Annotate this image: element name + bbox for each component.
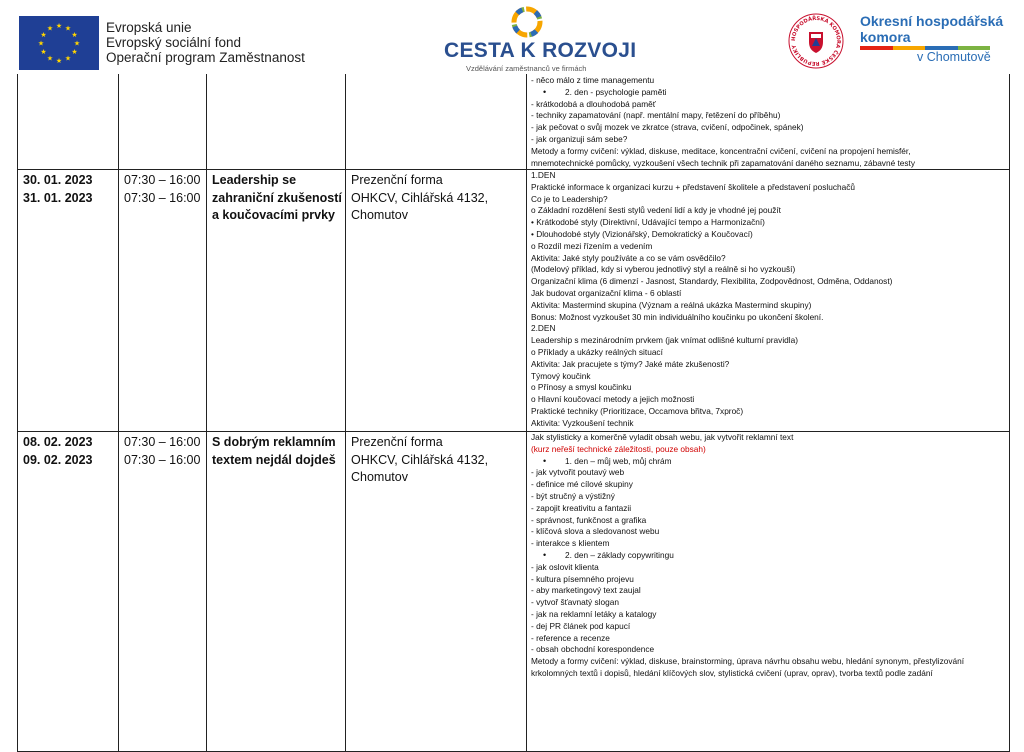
content-line: Jak stylisticky a komerčně vyladit obsah webu, jak vytvořit reklamní text [531, 432, 794, 442]
time-cell [118, 74, 206, 169]
content-line: - interakce s klientem [531, 538, 610, 549]
date-end: 09. 02. 2023 [23, 452, 93, 467]
svg-text:★: ★ [46, 24, 54, 33]
content-line: o Příklady a ukázky reálných situací [531, 346, 663, 357]
content-lines [527, 169, 1009, 430]
table-row [17, 431, 1010, 752]
content-line: - jak organizuji sám sebe? [531, 133, 628, 144]
content-line: Aktivita: Vyzkoušení technik [531, 417, 634, 428]
content-line: Leadership s mezinárodním prvkem (jak vnímat odlišné kulturní pravidla) [531, 335, 798, 346]
content-line: - být stručný a výstižný [531, 490, 615, 501]
content-line: Metody a formy cvičení: výklad, diskuse, meditace, koncentrační cvičení, cvičení na propojení hemisfér, [531, 145, 911, 156]
place-address: OHKCV, Cihlářská 4132, [351, 190, 489, 205]
time-day-2: 07:30 – 16:00 [124, 190, 201, 205]
content-line: (Modelový příklad, kdy si vyberou jednotlivý styl a reálně si ho vyzkouší) [531, 264, 796, 275]
content-line: • 2. den – základy copywritingu [531, 550, 1009, 562]
date-cell [17, 169, 118, 431]
course-title-line: Leadership se [212, 173, 297, 187]
place-cell [345, 74, 526, 169]
eu-flag-logo [19, 16, 99, 70]
course-title-line: textem nejdál dojdeš [212, 452, 336, 467]
svg-text:★: ★ [40, 31, 47, 39]
content-line: - dej PR článek pod kapucí [531, 620, 631, 631]
svg-text:★: ★ [71, 31, 78, 39]
content-lines [527, 74, 1009, 169]
svg-text:★: ★ [73, 39, 81, 48]
cesta-title: CESTA K ROZVOJI [444, 39, 637, 62]
content-cell [526, 431, 1010, 751]
content-line: o Rozdíl mezi řízením a vedením [531, 240, 653, 251]
content-line: Jak budovat organizační klima - 6 oblastí [531, 287, 682, 298]
content-lines [527, 431, 1009, 680]
content-line: • 1. den – můj web, můj chrám [531, 456, 1009, 468]
content-line: - zapojit kreativitu a fantazii [531, 502, 632, 513]
content-line: • Krátkodobé styly (Direktivní, Udávající tempo a Harmonizační) [531, 217, 765, 228]
title-cell [206, 74, 345, 169]
content-line: mnemotechnické pomůcky, vyzkoušení všech technik při zapamatování daného seznamu, zábavné testy [531, 157, 916, 168]
eu-line-3: Operační program Zaměstnanost [106, 50, 305, 65]
content-line: Organizační klima (6 dimenzí - Jasnost, Standardy, Flexibilita, Zodpovědnost, Odměna, Oddanost) [531, 276, 893, 287]
place-city: Chomutov [351, 470, 408, 484]
date-cell [17, 431, 118, 751]
table-row [17, 169, 1010, 432]
content-line: Bonus: Možnost vyzkoušet 30 min individuálního koučinku po ukončení školení. [531, 311, 824, 322]
time-cell [118, 169, 206, 431]
content-line: - jak vytvořit poutavý web [531, 467, 625, 478]
content-line: o Hlavní koučovací metody a jejich možnosti [531, 394, 695, 405]
course-title-line: a koučovacími prvky [212, 208, 335, 222]
svg-text:★: ★ [64, 24, 72, 33]
page-header [0, 0, 1024, 74]
content-line: Aktivita: Jak pracujete s týmy? Jaké máte zkušenosti? [531, 358, 730, 369]
eu-program-text [106, 20, 305, 65]
content-cell [526, 74, 1010, 169]
svg-text:★: ★ [55, 57, 63, 65]
svg-text:★: ★ [37, 39, 45, 48]
content-line: - definice mé cílové skupiny [531, 479, 633, 490]
content-line: - kultura písemného projevu [531, 573, 634, 584]
time-day-2: 07:30 – 16:00 [124, 452, 201, 467]
time-day-1: 07:30 – 16:00 [124, 173, 201, 187]
content-line: - obsah obchodní korespondence [531, 644, 655, 655]
content-line: - správnost, funkčnost a grafika [531, 514, 647, 525]
svg-text:★: ★ [46, 54, 54, 63]
content-line: • 2. den - psychologie paměti [531, 87, 1009, 99]
content-line: 2.DEN [531, 323, 556, 334]
content-line: Co je to Leadership? [531, 193, 608, 204]
eu-stars-icon [19, 16, 99, 70]
time-day-1: 07:30 – 16:00 [124, 435, 201, 449]
ohk-bar-red [860, 46, 893, 50]
cesta-subtitle: Vzdělávání zaměstnanců ve firmách [466, 64, 587, 73]
content-cell [526, 169, 1010, 431]
content-line: Aktivita: Mastermind skupina (Význam a reálná ukázka Mastermind skupiny) [531, 299, 812, 310]
time-cell [118, 431, 206, 751]
date-end: 31. 01. 2023 [23, 190, 93, 205]
seal-text: HOSPODÁŘSKÁ KOMORA ČESKÉ REPUBLIKY [790, 15, 842, 67]
date-start: 08. 02. 2023 [23, 435, 93, 449]
content-line: Aktivita: Jaké styly používáte a co se vám osvědčilo? [531, 252, 726, 263]
content-line: krkolomných textů i dopisů, hledání klíčových slov, stylistická cvičení (uprav, oprav), tvorba textů podle zadání [531, 667, 933, 678]
place-form: Prezenční forma [351, 173, 443, 187]
content-line: - klíčová slova a sledovanost webu [531, 526, 660, 537]
content-line: Praktické techniky (Prioritizace, Occamova břitva, 7xproč) [531, 405, 744, 416]
content-line: - vytvoř šťavnatý slogan [531, 597, 619, 608]
content-line: - aby marketingový text zaujal [531, 585, 641, 596]
svg-text:★: ★ [40, 48, 47, 56]
ohk-line-2: komora [860, 29, 911, 45]
content-line: • Dlouhodobé styly (Vizionářský, Demokratický a Koučovací) [531, 228, 753, 239]
place-address: OHKCV, Cihlářská 4132, [351, 452, 489, 467]
table-row [17, 74, 1010, 170]
content-line: Metody a formy cvičení: výklad, diskuse, brainstorming, úprava návrhu obsahu webu, hledání synonym, přestylizování [531, 656, 965, 667]
title-cell [206, 169, 345, 431]
svg-text:★: ★ [64, 54, 72, 63]
content-line: - reference a recenze [531, 632, 610, 643]
course-title-line: zahraniční zkušeností [212, 190, 342, 205]
eu-line-2: Evropský sociální fond [106, 35, 242, 50]
content-line: Týmový koučink [531, 370, 591, 381]
content-line: (kurz neřeší technické záležitosti, pouze obsah) [531, 443, 706, 454]
content-line: - jak oslovit klienta [531, 561, 599, 572]
content-line: - jak na reklamní letáky a katalogy [531, 608, 657, 619]
date-start: 30. 01. 2023 [23, 173, 93, 187]
content-line: - krátkodobá a dlouhodobá paměť [531, 98, 656, 109]
cesta-k-rozvoji-logo-icon [505, 3, 549, 41]
ohk-city: v Chomutově [917, 50, 991, 64]
ohk-line-1: Okresní hospodářská [860, 13, 1004, 29]
content-line: - techniky zapamatování (např. mentální mapy, řetězení do příběhu) [531, 110, 781, 121]
content-line: o Přínosy a smysl koučinku [531, 382, 632, 393]
content-line: - něco málo z time managementu [531, 75, 655, 85]
title-cell [206, 431, 345, 751]
content-line: - jak pečovat o svůj mozek ve zkratce (strava, cvičení, odpočinek, spánek) [531, 122, 804, 133]
place-cell [345, 169, 526, 431]
svg-text:★: ★ [55, 22, 63, 30]
place-city: Chomutov [351, 208, 408, 222]
date-cell [17, 74, 118, 169]
eu-line-1: Evropská unie [106, 20, 192, 35]
hk-cr-seal-icon [787, 12, 845, 70]
ohk-name [860, 13, 1003, 45]
place-form: Prezenční forma [351, 435, 443, 449]
course-title-line: S dobrým reklamním [212, 435, 336, 449]
content-line: o Základní rozdělení šesti stylů vedení lidí a kdy je vhodné jej použít [531, 205, 781, 216]
svg-text:★: ★ [71, 48, 78, 56]
content-line: 1.DEN [531, 170, 556, 180]
content-line: Praktické informace k organizaci kurzu + představení školitele a představení posluchačů [531, 181, 855, 192]
place-cell [345, 431, 526, 751]
